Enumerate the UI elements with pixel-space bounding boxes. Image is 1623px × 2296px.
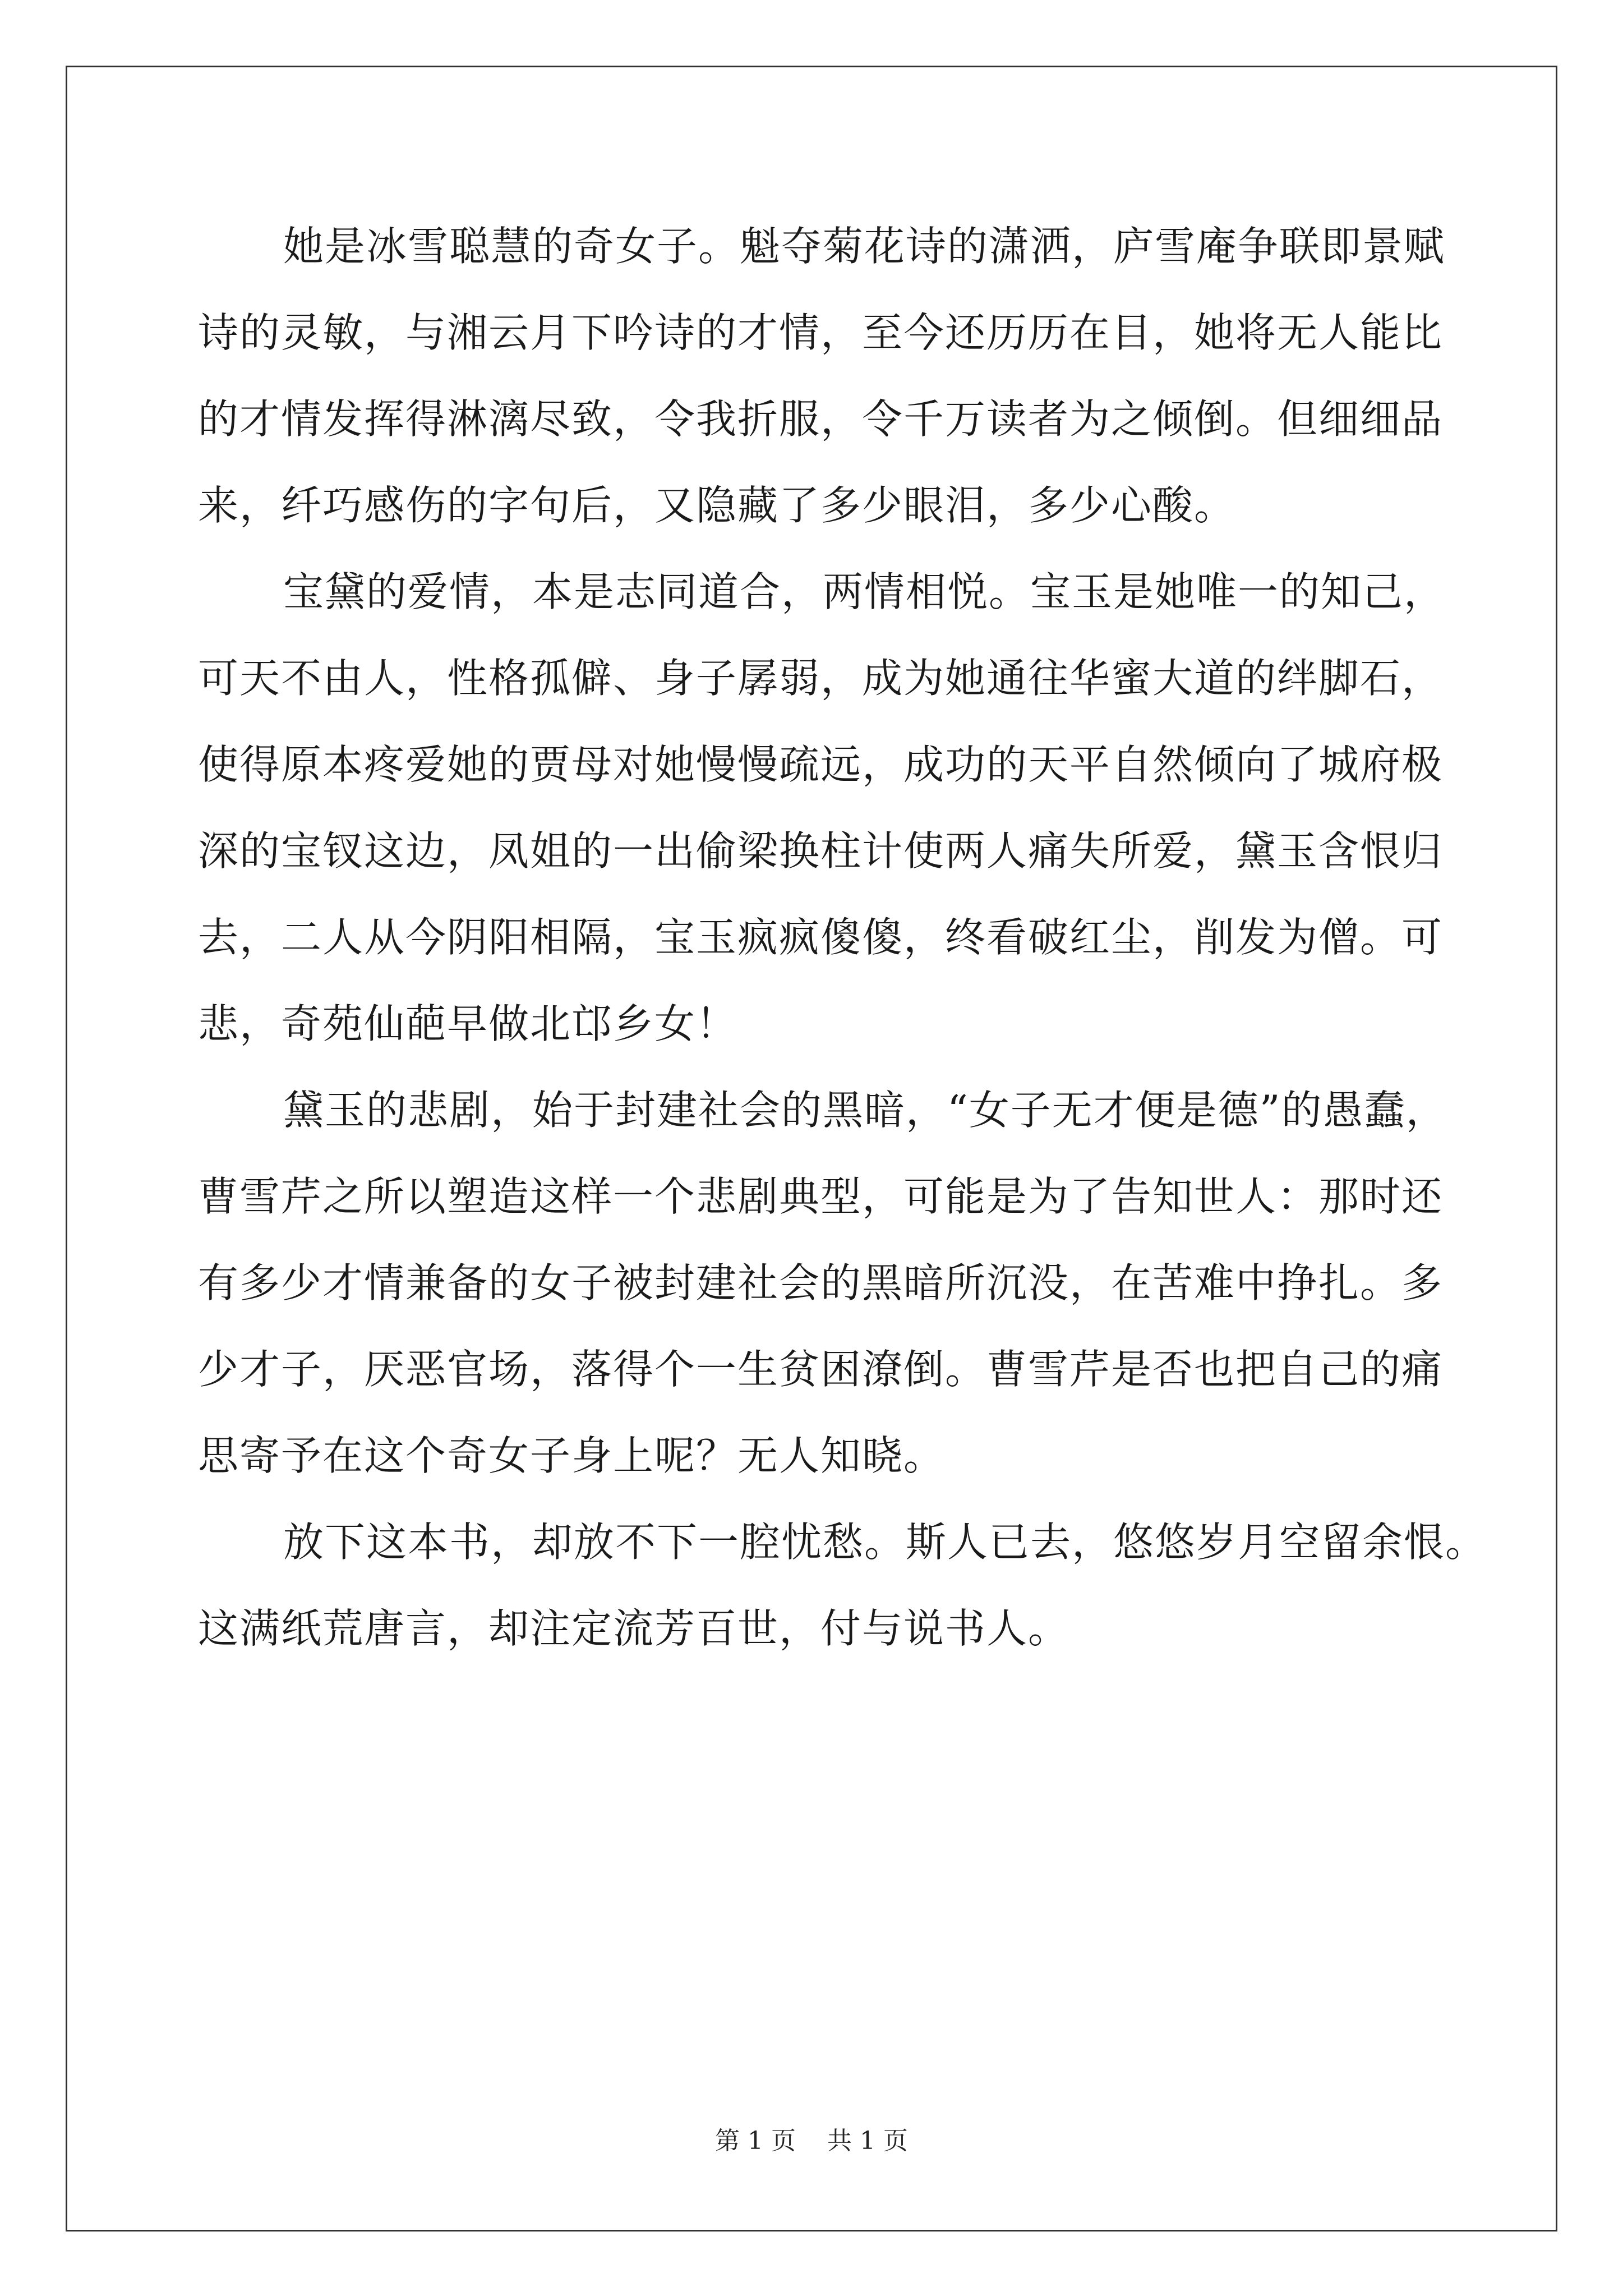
paragraph-2-line-6: 悲，奇苑仙葩早做北邙乡女！ — [198, 1000, 738, 1047]
paragraph-3-line-2: 曹雪芹之所以塑造这样一个悲剧典型，可能是为了告知世人：那时还 — [198, 1173, 1444, 1220]
paragraph-3-line-5: 思寄予在这个奇女子身上呢？无人知晓。 — [198, 1432, 946, 1479]
page-total: 共 1 页 — [827, 2127, 908, 2155]
paragraph-1-line-2: 诗的灵敏，与湘云月下吟诗的才情，至今还历历在目，她将无人能比 — [198, 309, 1444, 356]
paragraph-4 — [198, 1499, 1487, 1672]
document-body — [198, 203, 1487, 1672]
page-footer — [0, 2120, 1623, 2156]
paragraph-3-line-1: 黛玉的悲剧，始于封建社会的黑暗，“女子无才便是德”的愚蠢， — [283, 1087, 1447, 1134]
paragraph-2-line-5: 去，二人从今阴阳相隔，宝玉疯疯傻傻，终看破红尘，削发为僧。可 — [198, 914, 1444, 961]
paragraph-2-line-1: 宝黛的爱情，本是志同道合，两情相悦。宝玉是她唯一的知己， — [283, 568, 1446, 615]
paragraph-2-line-4: 深的宝钗这边，凤姐的一出偷梁换柱计使两人痛失所爱，黛玉含恨归 — [198, 827, 1444, 875]
paragraph-1 — [198, 203, 1446, 549]
paragraph-2-line-3: 使得原本疼爱她的贾母对她慢慢疏远，成功的天平自然倾向了城府极 — [198, 741, 1444, 788]
page-number: 第 1 页 — [715, 2127, 796, 2155]
paragraph-3-line-4: 少才子，厌恶官场，落得个一生贫困潦倒。曹雪芹是否也把自己的痛 — [198, 1346, 1444, 1393]
paragraph-4-line-2: 这满纸荒唐言，却注定流芳百世，付与说书人。 — [198, 1605, 1070, 1652]
paragraph-4-line-1: 放下这本书，却放不下一腔忧愁。斯人已去，悠悠岁月空留余恨。 — [283, 1519, 1487, 1566]
paragraph-2-line-2: 可天不由人，性格孤僻、身子孱弱，成为她通往华蜜大道的绊脚石， — [198, 655, 1444, 702]
paragraph-1-line-3: 的才情发挥得淋漓尽致，令我折服，令千万读者为之倾倒。但细细品 — [198, 395, 1444, 443]
paragraph-3 — [198, 1067, 1447, 1499]
paragraph-2 — [198, 549, 1446, 1067]
paragraph-1-line-1: 她是冰雪聪慧的奇女子。魁夺菊花诗的潇洒，庐雪庵争联即景赋 — [283, 223, 1446, 270]
paragraph-3-line-3: 有多少才情兼备的女子被封建社会的黑暗所沉没，在苦难中挣扎。多 — [198, 1259, 1444, 1306]
paragraph-1-line-4: 来，纤巧感伤的字句后，又隐藏了多少眼泪，多少心酸。 — [198, 482, 1236, 529]
